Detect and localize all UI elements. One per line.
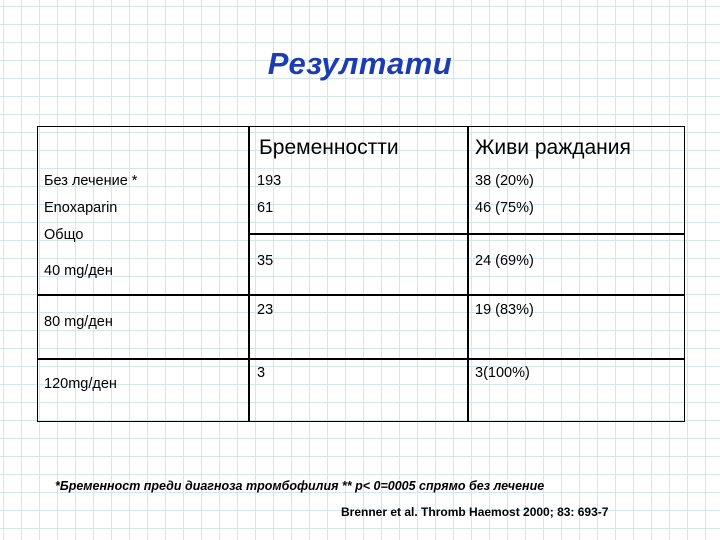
row-value-live-births: 19 (83%) bbox=[475, 302, 534, 318]
row-value-live-births: 3(100%) bbox=[475, 365, 530, 381]
row-divider-3 bbox=[38, 358, 684, 360]
column-divider-2 bbox=[467, 127, 469, 421]
slide-title: Резултати bbox=[267, 46, 453, 81]
row-label-total: Общо bbox=[44, 227, 84, 243]
row-label-40mg: 40 mg/ден bbox=[44, 263, 113, 279]
header-pregnancies: Бременностти bbox=[259, 136, 399, 159]
footnote: *Бременност преди диагноза тромбофилия ** p< 0=0005 спрямо без лечение bbox=[55, 479, 545, 493]
row-label-no-treatment: Без лечение * bbox=[44, 173, 138, 189]
row-value-pregnancies: 193 bbox=[257, 173, 282, 189]
row-label-enoxaparin: Enoxaparin bbox=[44, 200, 118, 216]
row-divider-2 bbox=[38, 294, 684, 296]
row-value-pregnancies: 61 bbox=[257, 200, 274, 216]
row-divider-1 bbox=[248, 233, 684, 235]
row-label-120mg: 120mg/ден bbox=[44, 376, 117, 392]
results-table bbox=[37, 126, 685, 422]
row-value-live-births: 24 (69%) bbox=[475, 253, 534, 269]
row-value-live-births: 46 (75%) bbox=[475, 200, 534, 216]
row-value-pregnancies: 23 bbox=[257, 302, 274, 318]
row-label-80mg: 80 mg/ден bbox=[44, 314, 113, 330]
column-divider-1 bbox=[248, 127, 250, 421]
header-live-births: Живи раждания bbox=[475, 136, 631, 159]
row-value-pregnancies: 35 bbox=[257, 253, 274, 269]
row-value-live-births: 38 (20%) bbox=[475, 173, 534, 189]
citation: Brenner et al. Thromb Haemost 2000; 83: 693-7 bbox=[341, 505, 609, 519]
row-value-pregnancies: 3 bbox=[257, 365, 266, 381]
